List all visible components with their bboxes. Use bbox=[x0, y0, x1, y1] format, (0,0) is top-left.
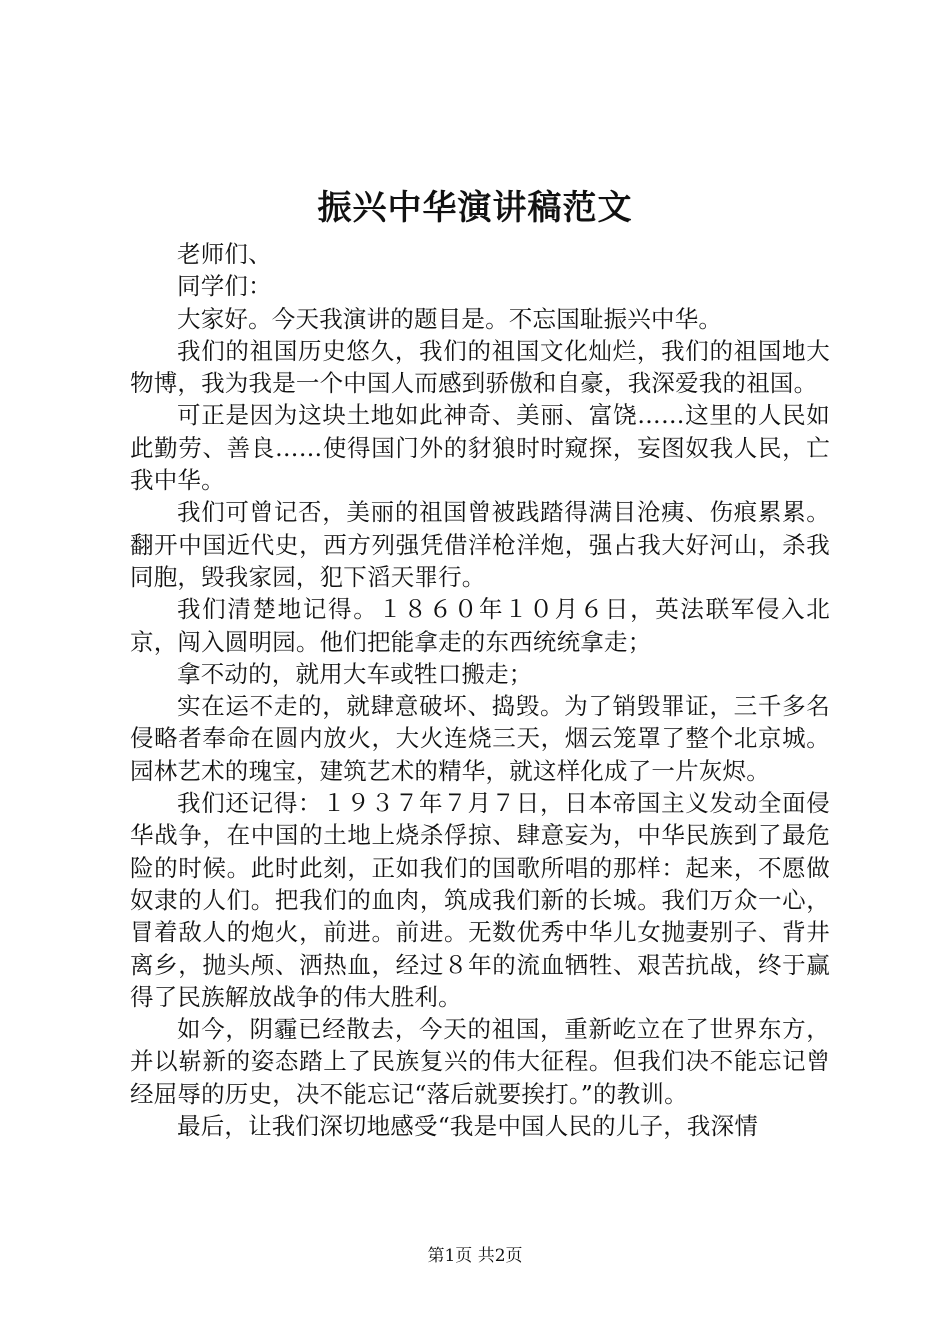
paragraph: 大家好。今天我演讲的题目是。不忘国耻振兴中华。 bbox=[177, 304, 723, 333]
paragraph: 我们的祖国历史悠久，我们的祖国文化灿烂，我们的祖国地大物博，我为我是一个中国人而感到骄傲和自豪，我深爱我的祖国。 bbox=[130, 336, 830, 398]
document-title: 振兴中华演讲稿范文 bbox=[317, 188, 633, 228]
page-number-footer: 第1页 共2页 bbox=[427, 1246, 523, 1266]
salutation-students: 同学们： bbox=[177, 272, 272, 301]
paragraph: 我们还记得：１９３７年７月７日，日本帝国主义发动全面侵华战争，在中国的土地上烧杀俘掠、肆意妄为，中华民族到了最危险的时候。此时此刻，正如我们的国歌所唱的那样：起来，不愿做奴隶的人们。把我们的血肉，筑成我们新的长城。我们万众一心，冒着敌人的炮火，前进。前进。无数优秀中华儿女抛妻别子、背井离乡，抛头颅、洒热血，经过８年的流血牺牲、艰苦抗战，终于赢得了民族解放战争的伟大胜利。 bbox=[130, 789, 830, 1011]
paragraph: 拿不动的，就用大车或牲口搬走； bbox=[177, 659, 533, 688]
paragraph: 如今，阴霾已经散去，今天的祖国，重新屹立在了世界东方，并以崭新的姿态踏上了民族复兴的伟大征程。但我们决不能忘记曾经屈辱的历史，决不能忘记“落后就要挨打。”的教训。 bbox=[130, 1015, 830, 1108]
paragraph: 实在运不走的，就肆意破坏、捣毁。为了销毁罪证，三千多名侵略者奉命在圆内放火，大火连烧三天，烟云笼罩了整个北京城。园林艺术的瑰宝，建筑艺术的精华，就这样化成了一片灰烬。 bbox=[130, 692, 830, 785]
paragraph: 最后，让我们深切地感受“我是中国人民的儿子，我深情 bbox=[177, 1112, 759, 1141]
document-body bbox=[130, 238, 830, 1142]
paragraph: 可正是因为这块土地如此神奇、美丽、富饶……这里的人民如此勤劳、善良……使得国门外的豺狼时时窥探，妄图奴我人民，亡我中华。 bbox=[130, 401, 830, 495]
salutation-teachers: 老师们、 bbox=[177, 240, 272, 268]
paragraph: 我们清楚地记得。１８６０年１０月６日，英法联军侵入北京，闯入圆明园。他们把能拿走的东西统统拿走； bbox=[130, 595, 830, 656]
paragraph: 我们可曾记否，美丽的祖国曾被践踏得满目沧痍、伤痕累累。翻开中国近代史，西方列强凭借洋枪洋炮，强占我大好河山，杀我同胞，毁我家园，犯下滔天罪行。 bbox=[130, 498, 830, 591]
